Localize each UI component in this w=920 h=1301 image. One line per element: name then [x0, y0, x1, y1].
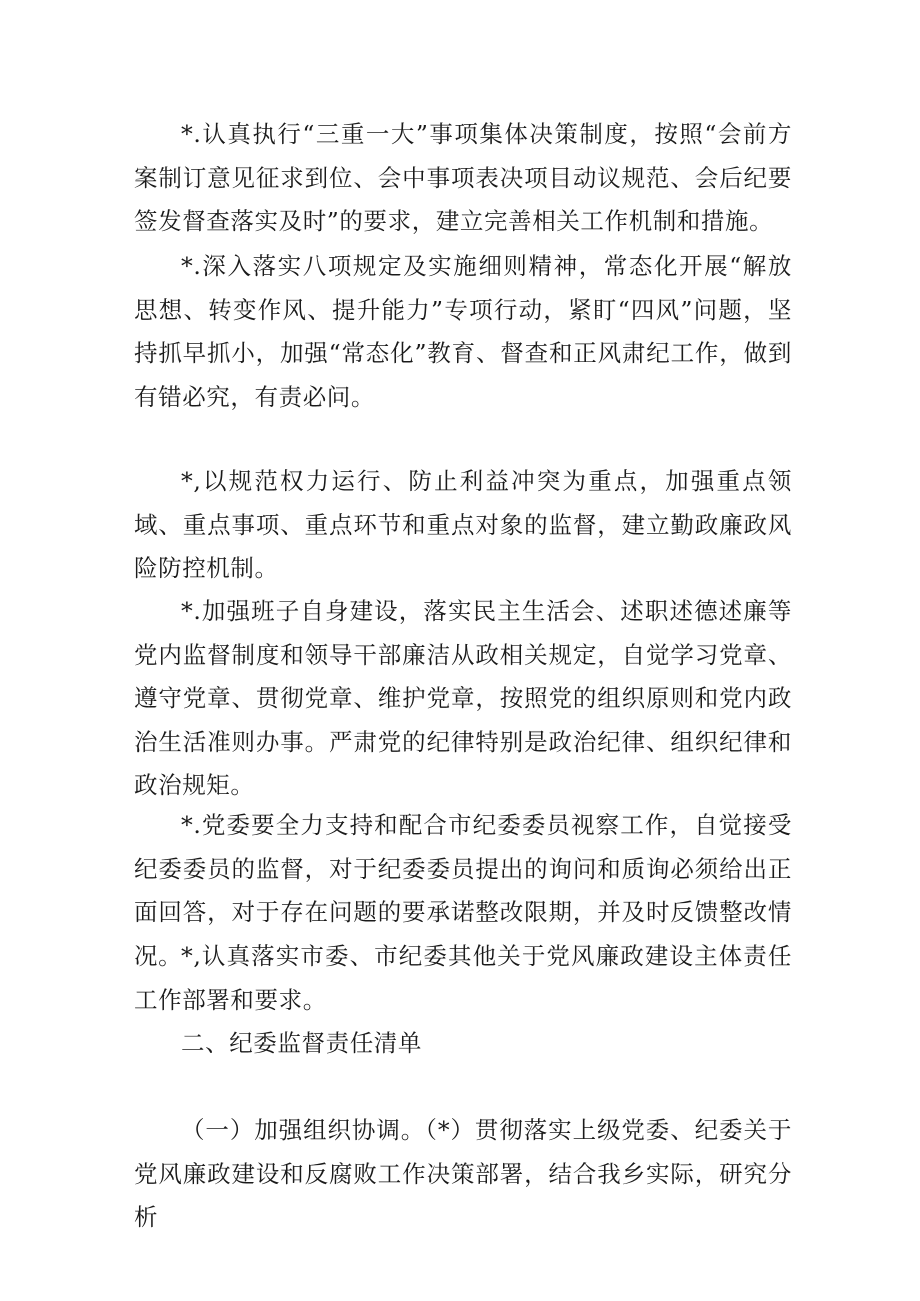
- section-heading: 二、纪委监督责任清单: [181, 1029, 422, 1057]
- paragraph-2: *.深入落实八项规定及实施细则精神，常态化开展“解放思想、转变作风、提升能力”专项行动，紧盯“四风”问题，坚持抓早抓小，加强“常态化”教育、督查和正风肃纪工作，做到有错必究，有责必问。: [134, 252, 792, 411]
- paragraph-3: *,以规范权力运行、防止利益冲突为重点，加强重点领域、重点事项、重点环节和重点对象的监督，建立勤政廉政风险防控机制。: [134, 467, 792, 582]
- paragraph-7: （一）加强组织协调。（*）贯彻落实上级党委、纪委关于党风廉政建设和反腐败工作决策部署，结合我乡实际，研究分析: [134, 1116, 792, 1231]
- paragraph-1: *.认真执行“三重一大”事项集体决策制度，按照“会前方案制订意见征求到位、会中事项表决项目动议规范、会后纪要签发督查落实及时”的要求，建立完善相关工作机制和措施。: [134, 120, 792, 235]
- paragraph-5: *.党委要全力支持和配合市纪委委员视察工作，自觉接受纪委委员的监督，对于纪委委员提出的询问和质询必须给出正面回答，对于存在问题的要承诺整改限期，并及时反馈整改情况。: [134, 811, 792, 970]
- paragraph-4: *.加强班子自身建设，落实民主生活会、述职述德述廉等党内监督制度和领导干部廉洁从政相关规定，自觉学习党章、遵守党章、贯彻党章、维护党章，按照党的组织原则和党内政治生活准则办事。严肃党的纪律特别是政治纪律、组织纪律和政治规矩。: [134, 597, 792, 799]
- paragraph-6: *,认真落实市委、市纪委其他关于党风廉政建设主体责任工作部署和要求。: [134, 942, 792, 1014]
